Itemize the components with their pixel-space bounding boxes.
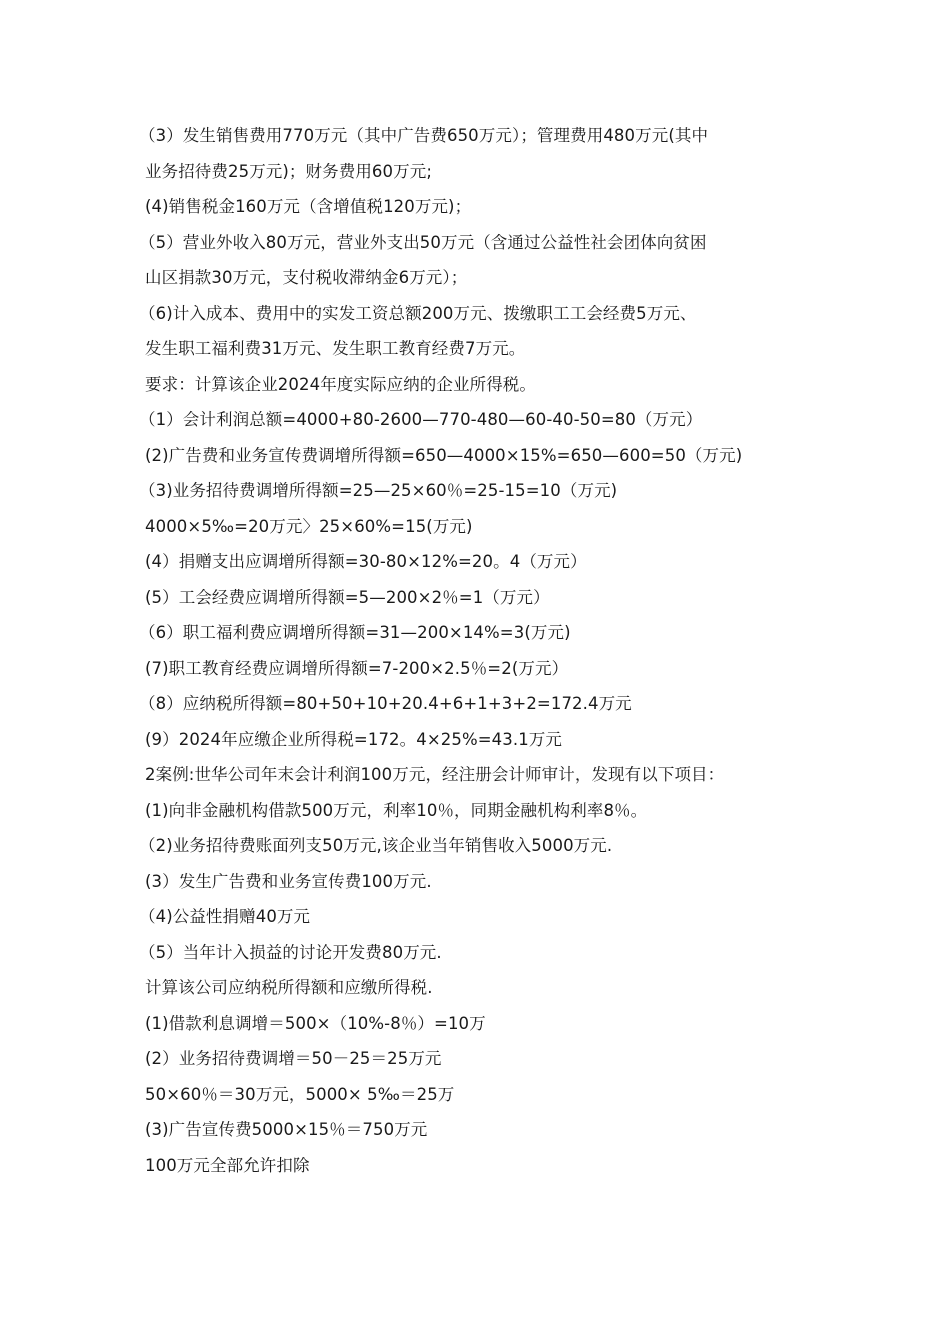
text-line: (5）工会经费应调增所得额=5—200×2％=1（万元） <box>145 587 550 607</box>
text-line: （3)业务招待费调增所得额=25—25×60％=25-15=10（万元) <box>139 481 618 500</box>
text-line: （4)公益性捐赠40万元 <box>139 907 311 926</box>
text-line: （3）发生销售费用770万元（其中广告费650万元）；管理费用480万元(其中 <box>139 126 709 145</box>
text-line: （8）应纳税所得额=80+50+10+20.4+6+1+3+2=172.4万元 <box>139 694 632 713</box>
text-line: 发生职工福利费31万元、发生职工教育经费7万元。 <box>145 339 526 358</box>
text-line: (1)向非金融机构借款500万元，利率10％，同期金融机构利率8％。 <box>145 800 648 820</box>
document-body <box>139 118 815 1183</box>
text-line: （6）职工福利费应调增所得额=31—200×14%=3(万元) <box>139 623 571 642</box>
text-line: 4000×5‰=20万元〉25×60%=15(万元) <box>145 516 473 536</box>
text-line: 要求：计算该企业2024年度实际应纳的企业所得税。 <box>145 374 536 394</box>
text-line: (7)职工教育经费应调增所得额=7-200×2.5％=2(万元） <box>145 658 569 678</box>
text-line: （1）会计利润总额=4000+80-2600—770-480—60-40-50=80（万元） <box>139 410 703 429</box>
text-line: （5）当年计入损益的讨论开发费80万元. <box>139 942 442 962</box>
text-line: (3）发生广告费和业务宣传费100万元. <box>145 871 432 891</box>
text-line: 业务招待费25万元)；财务费用60万元; <box>145 161 432 181</box>
text-line: (9）2024年应缴企业所得税=172。4×25%=43.1万元 <box>145 729 563 749</box>
text-line: （5）营业外收入80万元，营业外支出50万元（含通过公益性社会团体向贫困 <box>139 232 707 252</box>
text-line: (4）捐赠支出应调增所得额=30-80×12%=20。4（万元） <box>145 552 587 571</box>
text-line: (2）业务招待费调增＝50－25＝25万元 <box>145 1049 442 1068</box>
text-line: (3)广告宣传费5000×15％＝750万元 <box>145 1120 428 1139</box>
text-line: 计算该公司应纳税所得额和应缴所得税. <box>145 978 433 997</box>
text-line: 山区捐款30万元，支付税收滞纳金6万元）； <box>145 268 468 287</box>
text-line: (2)广告费和业务宣传费调增所得额=650—4000×15%=650—600=50（万元) <box>145 445 743 465</box>
text-line: (4)销售税金160万元（含增值税120万元)； <box>145 197 472 216</box>
text-line: 50×60％＝30万元，5000× 5‰＝25万 <box>145 1084 455 1104</box>
text-line: （2)业务招待费账面列支50万元,该企业当年销售收入5000万元. <box>139 836 613 855</box>
text-line: (1)借款利息调增＝500×（10%-8％）=10万 <box>145 1013 486 1033</box>
text-line: 100万元全部允许扣除 <box>145 1155 310 1175</box>
text-line: （6)计入成本、费用中的实发工资总额200万元、拨缴职工工会经费5万元、 <box>139 303 697 323</box>
text-line: 2案例:世华公司年末会计利润100万元，经注册会计师审计，发现有以下项目： <box>145 765 725 784</box>
